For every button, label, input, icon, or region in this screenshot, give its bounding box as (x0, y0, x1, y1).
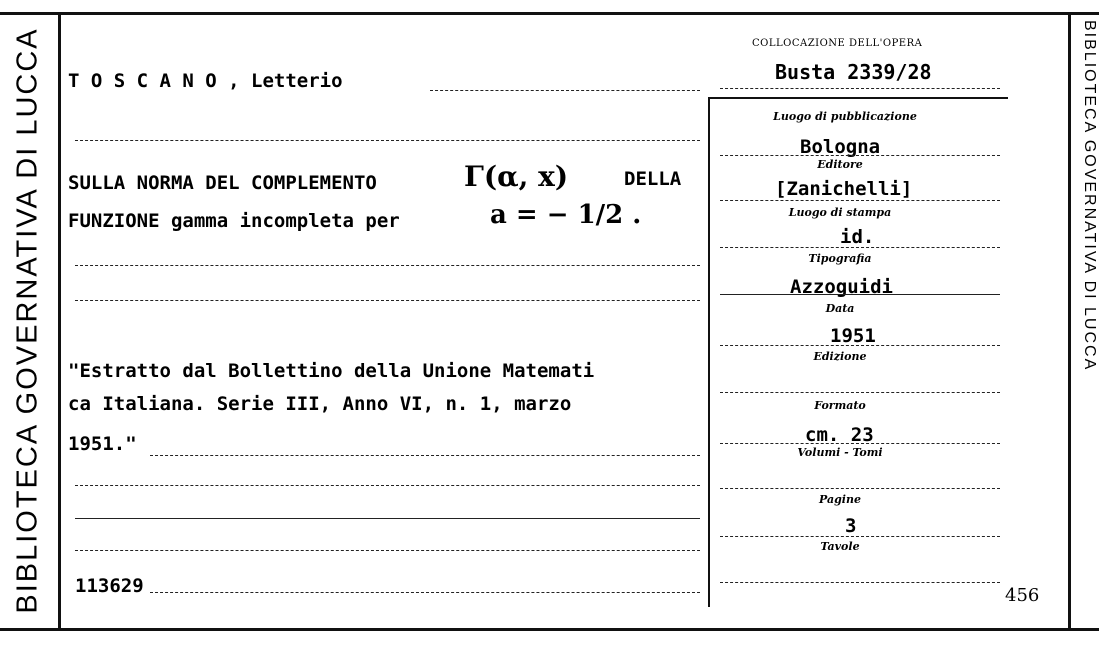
blank-line-5 (75, 518, 700, 519)
card-border-right (1068, 12, 1071, 631)
bibliographic-box-left-border (708, 97, 710, 607)
data-value: 1951 (830, 325, 876, 347)
note-line2: ca Italiana. Serie III, Anno VI, n. 1, marzo (68, 393, 572, 415)
card-border-top (0, 12, 1099, 15)
corner-handwritten-note: 456 (1005, 585, 1040, 606)
blank-line-6 (75, 550, 700, 551)
edizione-line (720, 392, 1000, 393)
luogo-stampa-value: id. (840, 226, 875, 248)
card-border-bottom (0, 628, 1099, 631)
author: T O S C A N O , Letterio (68, 70, 343, 92)
tipografia-value: Azzoguidi (790, 276, 893, 298)
title-formula-handwritten: Γ(α, x) (464, 160, 569, 193)
editore-value: [Zanichelli] (775, 178, 913, 200)
luogo-pubblicazione-label: Luogo di pubblicazione (773, 110, 917, 123)
note-line3: 1951." (68, 433, 137, 455)
volumi-label: Volumi - Tomi (797, 446, 883, 459)
luogo-stampa-line (720, 247, 1000, 248)
title-line2: FUNZIONE gamma incompleta per (68, 210, 400, 232)
luogo-stampa-label: Luogo di stampa (788, 206, 892, 219)
pagine-label: Pagine (819, 493, 861, 506)
library-name-vertical (8, 26, 48, 614)
luogo-pubblicazione-value: Bologna (800, 136, 881, 158)
luogo-pubblicazione-line (720, 155, 1000, 156)
volumi-line (720, 488, 1000, 489)
title-line1-end: DELLA (624, 168, 682, 190)
editore-line (720, 200, 1000, 201)
pagine-value: 3 (845, 515, 857, 537)
note-line1: "Estratto dal Bollettino della Unione Matemati (68, 360, 595, 382)
editore-label: Editore (817, 158, 863, 171)
shelfmark-line (720, 88, 1000, 89)
library-name-text: BIBLIOTECA GOVERNATIVA DI LUCCA (11, 26, 44, 614)
collocation-label: COLLOCAZIONE DELL'OPERA (752, 38, 923, 49)
title-line1-start: SULLA NORMA DEL COMPLEMENTO (68, 172, 377, 194)
blank-line-3 (75, 300, 700, 301)
author-line (430, 90, 700, 91)
title-line2-formula: a = − 1/2 . (490, 200, 642, 230)
tipografia-label: Tipografia (808, 252, 872, 265)
right-edge-strip: BIBLIOTECA GOVERNATIVA DI LUCCA (1081, 20, 1098, 372)
inventory-line (150, 592, 700, 593)
formato-line (720, 443, 1000, 444)
edizione-label: Edizione (813, 350, 867, 363)
blank-line-4 (75, 485, 700, 486)
pagine-line (720, 536, 1000, 537)
tavole-label: Tavole (820, 540, 860, 553)
data-line (720, 345, 1000, 346)
note-line3-rule (150, 455, 700, 456)
blank-line-1 (75, 140, 700, 141)
formato-label: Formato (814, 399, 866, 412)
bibliographic-box-top-border (708, 97, 1008, 99)
inventory-number: 113629 (75, 575, 144, 597)
formato-value: cm. 23 (805, 424, 874, 446)
tavole-line (720, 582, 1000, 583)
data-label: Data (825, 302, 855, 315)
blank-line-2 (75, 265, 700, 266)
shelfmark: Busta 2339/28 (775, 60, 932, 84)
card-border-left (58, 12, 61, 631)
tipografia-line (720, 294, 1000, 295)
